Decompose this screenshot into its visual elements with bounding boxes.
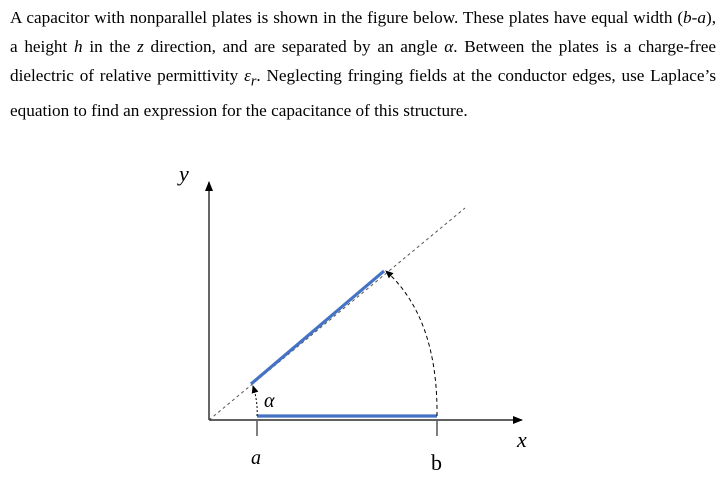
permittivity-symbol: ε [244,66,251,85]
a-label: a [251,447,261,469]
permittivity-subscript: r [250,73,257,90]
dashed-guide-line [209,208,465,420]
problem-text-3: in the [82,37,138,56]
problem-text-2: ), a height [10,8,716,56]
angle-label: α [264,390,275,412]
problem-text-4: direction, and are separated by an angle [143,37,445,56]
problem-text-6: . Neglecting fringing fields at the conductor edges, use Laplace’s equation to find an expression for the capacitance of this structure. [10,66,717,121]
y-axis-label: y [179,161,189,186]
b-label: b [431,450,442,475]
angle-arc-large [386,271,437,416]
height-symbol: h [74,37,83,56]
angled-plate [251,271,384,384]
angle-arc-small [253,386,257,416]
problem-text-5: . Between the plates is a charge-free dielectric of relative permittivity [10,37,716,85]
x-axis-label: x [517,427,527,452]
width-expression: b-a [683,8,706,27]
direction-symbol: z [137,37,144,56]
problem-text-1: A capacitor with nonparallel plates is shown in the figure below. These plates have equal width ( [10,8,684,27]
angle-symbol: α [444,37,454,56]
